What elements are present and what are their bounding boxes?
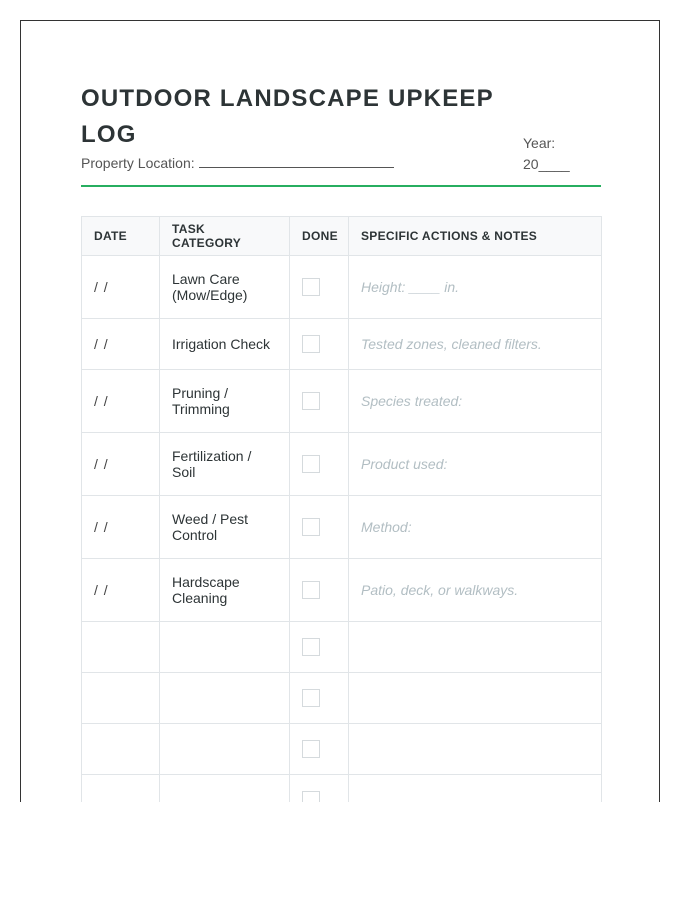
date-cell[interactable]: / / bbox=[82, 256, 160, 319]
checkbox-icon[interactable] bbox=[302, 689, 320, 707]
notes-cell[interactable]: Patio, deck, or walkways. bbox=[349, 559, 602, 622]
column-header-notes: SPECIFIC ACTIONS & NOTES bbox=[349, 217, 602, 256]
done-cell bbox=[290, 319, 349, 370]
done-cell bbox=[290, 559, 349, 622]
category-cell: Lawn Care (Mow/Edge) bbox=[160, 256, 290, 319]
notes-cell[interactable]: Height: ____ in. bbox=[349, 256, 602, 319]
checkbox-icon[interactable] bbox=[302, 581, 320, 599]
year-label: Year: bbox=[523, 135, 556, 151]
done-cell bbox=[290, 775, 349, 803]
done-cell bbox=[290, 673, 349, 724]
checkbox-icon[interactable] bbox=[302, 740, 320, 758]
date-cell[interactable] bbox=[82, 775, 160, 803]
date-cell[interactable] bbox=[82, 673, 160, 724]
category-cell[interactable] bbox=[160, 622, 290, 673]
table-row bbox=[82, 724, 602, 775]
done-cell bbox=[290, 370, 349, 433]
notes-cell[interactable]: Species treated: bbox=[349, 370, 602, 433]
notes-cell[interactable]: Method: bbox=[349, 496, 602, 559]
date-cell[interactable]: / / bbox=[82, 370, 160, 433]
checkbox-icon[interactable] bbox=[302, 518, 320, 536]
date-cell[interactable]: / / bbox=[82, 319, 160, 370]
done-cell bbox=[290, 724, 349, 775]
category-cell[interactable] bbox=[160, 673, 290, 724]
checkbox-icon[interactable] bbox=[302, 455, 320, 473]
property-location bbox=[81, 155, 394, 171]
year-value[interactable]: 20____ bbox=[523, 156, 570, 172]
checkbox-icon[interactable] bbox=[302, 335, 320, 353]
notes-cell[interactable]: Tested zones, cleaned filters. bbox=[349, 319, 602, 370]
table-row bbox=[82, 370, 602, 433]
category-cell: Irrigation Check bbox=[160, 319, 290, 370]
property-location-label: Property Location: bbox=[81, 155, 195, 171]
category-cell: Pruning / Trimming bbox=[160, 370, 290, 433]
table-row bbox=[82, 673, 602, 724]
checkbox-icon[interactable] bbox=[302, 278, 320, 296]
category-cell[interactable] bbox=[160, 724, 290, 775]
date-cell[interactable]: / / bbox=[82, 433, 160, 496]
notes-cell[interactable]: Product used: bbox=[349, 433, 602, 496]
column-header-done: DONE bbox=[290, 217, 349, 256]
notes-cell[interactable] bbox=[349, 673, 602, 724]
done-cell bbox=[290, 433, 349, 496]
year-field bbox=[523, 133, 570, 175]
done-cell bbox=[290, 622, 349, 673]
table-row bbox=[82, 496, 602, 559]
table-header-row bbox=[82, 217, 602, 256]
table-row bbox=[82, 256, 602, 319]
category-cell: Fertilization / Soil bbox=[160, 433, 290, 496]
category-cell[interactable] bbox=[160, 775, 290, 803]
category-cell: Hardscape Cleaning bbox=[160, 559, 290, 622]
category-cell: Weed / Pest Control bbox=[160, 496, 290, 559]
log-table bbox=[81, 216, 602, 802]
table-row bbox=[82, 622, 602, 673]
table-row bbox=[82, 319, 602, 370]
date-cell[interactable] bbox=[82, 622, 160, 673]
column-header-date: DATE bbox=[82, 217, 160, 256]
page-title: OUTDOOR LANDSCAPE UPKEEP LOG bbox=[81, 85, 494, 148]
done-cell bbox=[290, 256, 349, 319]
done-cell bbox=[290, 496, 349, 559]
checkbox-icon[interactable] bbox=[302, 791, 320, 802]
notes-cell[interactable] bbox=[349, 622, 602, 673]
notes-cell[interactable] bbox=[349, 724, 602, 775]
property-location-line[interactable] bbox=[199, 155, 394, 168]
log-header bbox=[81, 81, 601, 187]
date-cell[interactable]: / / bbox=[82, 559, 160, 622]
date-cell[interactable]: / / bbox=[82, 496, 160, 559]
table-row bbox=[82, 433, 602, 496]
log-sheet bbox=[20, 20, 660, 802]
column-header-category: TASK CATEGORY bbox=[160, 217, 290, 256]
log-table-wrap bbox=[81, 216, 601, 802]
table-row bbox=[82, 775, 602, 803]
checkbox-icon[interactable] bbox=[302, 638, 320, 656]
table-row bbox=[82, 559, 602, 622]
notes-cell[interactable] bbox=[349, 775, 602, 803]
checkbox-icon[interactable] bbox=[302, 392, 320, 410]
date-cell[interactable] bbox=[82, 724, 160, 775]
